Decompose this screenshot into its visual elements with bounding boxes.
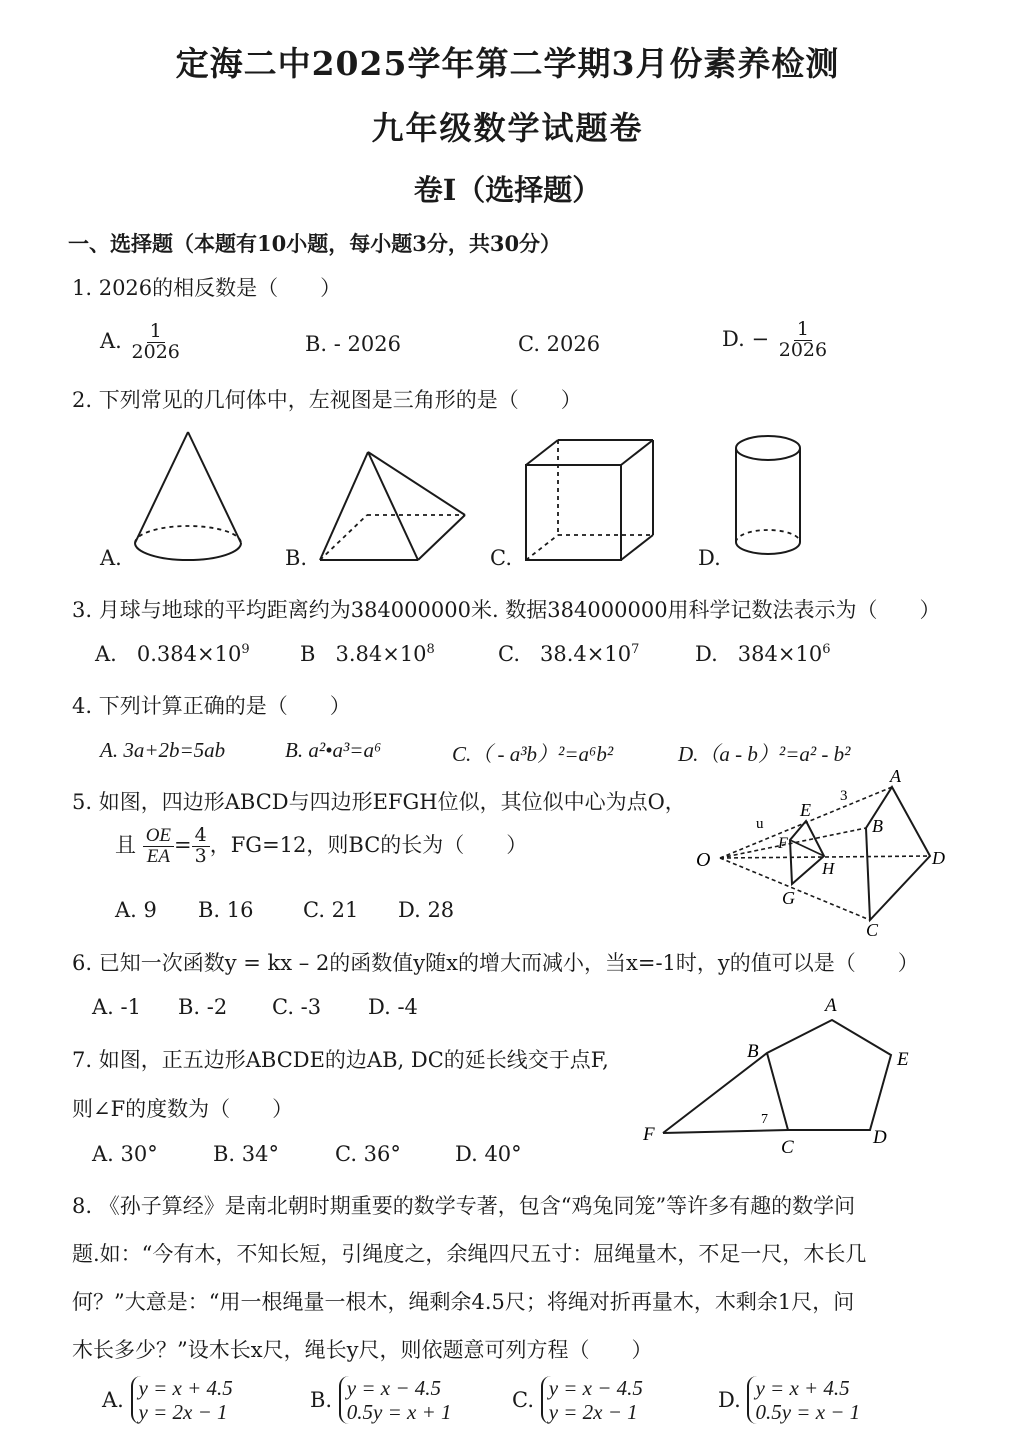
q8-a-eq1: y = x + 4.5 bbox=[138, 1376, 233, 1400]
q1-option-a-label: A. bbox=[100, 328, 122, 353]
q5-pre-text: 且 bbox=[115, 832, 136, 857]
q5-label-b: B bbox=[872, 816, 883, 836]
q1-d-denominator: 2026 bbox=[778, 338, 828, 361]
q2-stem: 2. 下列常见的几何体中，左视图是三角形的是（ ） bbox=[72, 388, 582, 412]
q6-stem: 6. 已知一次函数y = kx – 2的函数值y随x的增大而减小，当x=-1时，y的值可以是（ ） bbox=[72, 951, 919, 975]
q3-c-label: C. bbox=[498, 642, 520, 666]
q8-option-c bbox=[512, 1376, 643, 1424]
q4-option-c: C.（ - a³b）²=a⁶b² bbox=[452, 742, 614, 766]
q1-option-c: C. 2026 bbox=[518, 332, 601, 356]
q6-option-a: A. -1 bbox=[92, 995, 141, 1019]
q3-option-c bbox=[498, 642, 639, 666]
q5-homothety-figure bbox=[690, 760, 960, 940]
q1-a-numerator: 1 bbox=[147, 322, 165, 343]
q7-stem-line2: 则∠F的度数为（ ） bbox=[72, 1097, 294, 1121]
q5-label-f: F bbox=[778, 835, 788, 852]
q7-label-d: D bbox=[873, 1127, 887, 1148]
q3-b-label: B bbox=[300, 642, 316, 666]
q5-mark-u: u bbox=[756, 816, 764, 832]
section-title: 一、选择题（本题有10小题，每小题3分，共30分） bbox=[68, 231, 562, 256]
q8-a-eq2: y = 2x − 1 bbox=[138, 1400, 228, 1425]
q7-angle-mark: 7 bbox=[761, 1112, 768, 1127]
q7-label-e: E bbox=[897, 1049, 909, 1070]
q3-option-d bbox=[695, 642, 830, 666]
q8-stem-line1: 8. 《孙子算经》是南北朝时期重要的数学专著，包含“鸡兔同笼”等许多有趣的数学问 bbox=[72, 1194, 856, 1218]
cube-figure bbox=[520, 435, 670, 570]
q8-d-eq1: y = x + 4.5 bbox=[755, 1376, 850, 1400]
q8-a-label: A. bbox=[102, 1388, 124, 1413]
q1-option-d-label: D. − bbox=[722, 326, 770, 351]
q4-stem: 4. 下列计算正确的是（ ） bbox=[72, 694, 351, 718]
q5-label-h: H bbox=[822, 859, 835, 878]
q8-option-d bbox=[718, 1376, 860, 1424]
q7-pentagon-figure bbox=[635, 985, 925, 1160]
q8-b-label: B. bbox=[310, 1388, 333, 1413]
q1-option-d bbox=[722, 320, 830, 361]
q5-value-numerator: 4 bbox=[192, 826, 210, 847]
q7-option-b: B. 34° bbox=[213, 1142, 280, 1166]
q5-option-c: C. 21 bbox=[303, 898, 359, 922]
q5-label-e: E bbox=[800, 800, 811, 820]
q8-stem-line4: 木长多少？”设木长x尺，绳长y尺，则依题意可列方程（ ） bbox=[72, 1338, 653, 1362]
q5-equals: = bbox=[174, 832, 192, 857]
q8-a-system bbox=[131, 1376, 233, 1424]
q5-label-o: O bbox=[696, 849, 711, 871]
q5-mark-3: 3 bbox=[840, 788, 848, 804]
q3-option-b bbox=[300, 642, 435, 666]
exam-title: 定海二中2025学年第二学期3月份素养检测 bbox=[175, 44, 840, 83]
q8-option-a bbox=[102, 1376, 233, 1424]
q1-option-b: B. - 2026 bbox=[305, 332, 401, 356]
q2-option-a: A. bbox=[100, 546, 122, 570]
q8-c-label: C. bbox=[512, 1388, 534, 1413]
q5-stem-line1: 5. 如图，四边形ABCD与四边形EFGH位似，其位似中心为点O， bbox=[72, 790, 686, 814]
q7-option-c: C. 36° bbox=[335, 1142, 401, 1166]
q2-option-c: C. bbox=[490, 546, 512, 570]
q5-label-c: C bbox=[866, 920, 879, 940]
q5-ratio-denominator: EA bbox=[146, 845, 170, 867]
q5-option-b: B. 16 bbox=[198, 898, 254, 922]
q7-label-c: C bbox=[781, 1137, 794, 1158]
q6-option-d: D. -4 bbox=[368, 995, 418, 1019]
exam-subtitle: 九年级数学试题卷 bbox=[371, 109, 644, 147]
q3-c-base: 38.4×10 bbox=[540, 642, 632, 666]
q7-option-a: A. 30° bbox=[92, 1142, 158, 1166]
q7-stem-line1: 7. 如图，正五边形ABCDE的边AB, DC的延长线交于点F, bbox=[72, 1048, 609, 1072]
q5-post-text: ，FG=12，则BC的长为（ ） bbox=[209, 832, 528, 857]
q3-c-exponent: 7 bbox=[631, 642, 640, 657]
q3-d-base: 384×10 bbox=[737, 642, 823, 666]
q2-option-d: D. bbox=[698, 546, 721, 570]
q8-c-eq2: y = 2x − 1 bbox=[548, 1400, 638, 1425]
q3-a-base: 0.384×10 bbox=[136, 642, 242, 666]
q8-b-eq1: y = x − 4.5 bbox=[346, 1376, 442, 1400]
q3-a-exponent: 9 bbox=[241, 642, 250, 657]
q8-d-system bbox=[747, 1376, 860, 1424]
q3-d-label: D. bbox=[695, 642, 718, 666]
q8-stem-line2: 题.如：“今有木，不知长短，引绳度之，余绳四尺五寸：屈绳量木，不足一尺，木长几 bbox=[72, 1242, 867, 1266]
q8-b-eq2: 0.5y = x + 1 bbox=[346, 1400, 452, 1425]
q4-option-b: B. a²•a³=a⁶ bbox=[285, 738, 382, 762]
q7-label-b: B bbox=[747, 1041, 759, 1062]
q1-option-a bbox=[100, 322, 183, 363]
q7-option-d: D. 40° bbox=[455, 1142, 522, 1166]
q1-a-denominator: 2026 bbox=[131, 340, 180, 363]
q3-a-label: A. bbox=[95, 642, 117, 666]
q8-c-eq1: y = x − 4.5 bbox=[548, 1376, 643, 1400]
q3-b-exponent: 8 bbox=[426, 642, 435, 657]
q4-option-a: A. 3a+2b=5ab bbox=[100, 738, 226, 762]
q8-d-label: D. bbox=[718, 1388, 741, 1413]
q3-option-a bbox=[95, 642, 250, 666]
prism-figure bbox=[305, 440, 475, 570]
q8-option-b bbox=[310, 1376, 452, 1424]
q1-stem: 1. 2026的相反数是（ ） bbox=[72, 276, 342, 300]
q5-option-d: D. 28 bbox=[398, 898, 455, 922]
q5-value-fraction bbox=[192, 826, 210, 867]
q8-c-system bbox=[541, 1376, 643, 1424]
q5-value-denominator: 3 bbox=[194, 844, 207, 867]
q5-label-d: D bbox=[932, 848, 945, 868]
q8-b-system bbox=[339, 1376, 452, 1424]
q7-label-a: A bbox=[825, 995, 837, 1016]
q5-label-a: A bbox=[890, 766, 901, 786]
q5-label-g: G bbox=[782, 888, 795, 908]
q1-d-numerator: 1 bbox=[794, 320, 812, 341]
q6-option-c: C. -3 bbox=[272, 995, 322, 1019]
q5-ratio-fraction bbox=[143, 826, 174, 867]
q2-option-b: B. bbox=[285, 546, 308, 570]
q5-option-a: A. 9 bbox=[115, 898, 157, 922]
q1-option-d-fraction bbox=[776, 320, 830, 361]
q7-label-f: F bbox=[643, 1124, 655, 1145]
q4-option-d: D.（a - b）²=a² - b² bbox=[678, 742, 851, 766]
q8-d-eq2: 0.5y = x − 1 bbox=[755, 1400, 861, 1425]
q5-stem-line2 bbox=[115, 826, 527, 867]
q1-option-a-fraction bbox=[129, 322, 183, 363]
q3-d-exponent: 6 bbox=[822, 642, 831, 657]
cylinder-figure bbox=[730, 430, 810, 570]
q3-stem: 3. 月球与地球的平均距离约为384000000米. 数据384000000用科学记数法表示为（ ） bbox=[72, 598, 941, 622]
q3-b-base: 3.84×10 bbox=[335, 642, 427, 666]
q5-ratio-numerator: OE bbox=[143, 826, 174, 847]
q6-option-b: B. -2 bbox=[178, 995, 228, 1019]
q8-stem-line3: 何？”大意是：“用一根绳量一根木，绳剩余4.5尺；将绳对折再量木，木剩余1尺，问 bbox=[72, 1290, 855, 1314]
volume-title: 卷Ⅰ（选择题） bbox=[413, 173, 602, 207]
